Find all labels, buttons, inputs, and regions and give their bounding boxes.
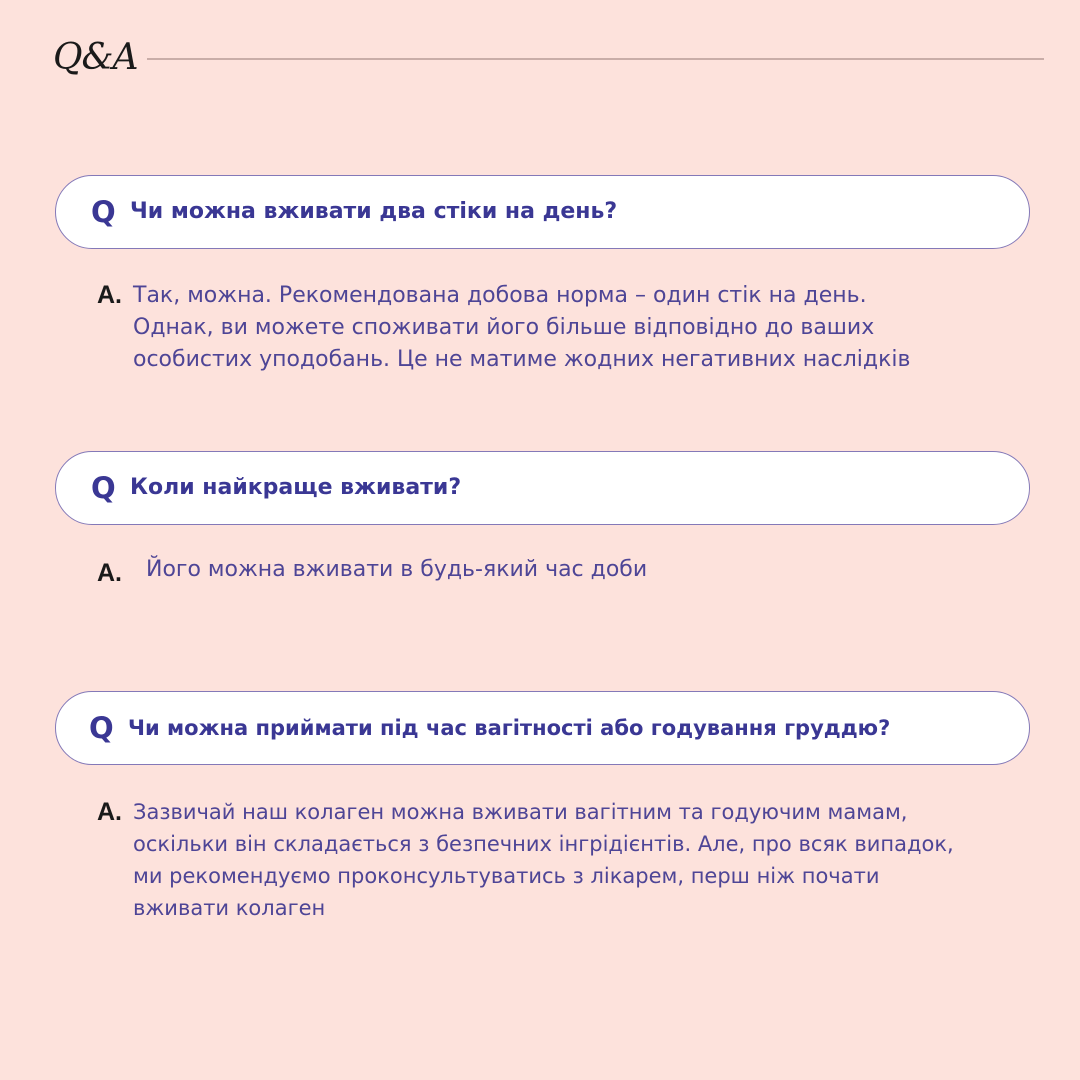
answer-2-line-1: Його можна вживати в будь-який час доби — [146, 557, 648, 582]
question-pill-3 — [55, 691, 1030, 765]
question-pill-2 — [55, 451, 1030, 525]
answer-1-line-1: Так, можна. Рекомендована добова норма – один стік на день. — [133, 283, 867, 308]
answer-mark-2: A. — [97, 559, 122, 587]
question-mark-3: Q — [89, 711, 114, 745]
header-divider — [147, 58, 1044, 60]
answer-text-3 — [133, 796, 1073, 924]
answer-1-line-3: особистих уподобань. Це не матиме жодних негативних наслідків — [133, 347, 911, 372]
answer-text-1 — [133, 280, 911, 376]
question-text-3: Чи можна приймати під час вагітності або годування груддю? — [128, 716, 891, 740]
answer-3-line-3: ми рекомендуємо проконсультуватись з лікарем, перш ніж почати — [133, 864, 880, 888]
answer-text-2 — [146, 554, 647, 586]
question-mark-1: Q — [91, 195, 116, 229]
answer-3-line-4: вживати колаген — [133, 896, 326, 920]
question-mark-2: Q — [91, 471, 116, 505]
answer-mark-3: A. — [97, 798, 122, 826]
question-text-2: Коли найкраще вживати? — [130, 475, 462, 500]
question-pill-1 — [55, 175, 1030, 249]
answer-3-line-1: Зазвичай наш колаген можна вживати вагітним та годуючим мамам, — [133, 800, 908, 824]
qa-title: Q&A — [53, 37, 138, 78]
answer-1-line-2: Однак, ви можете споживати його більше відповідно до ваших — [133, 315, 875, 340]
answer-3-line-2: оскільки він складається з безпечних інгрідієнтів. Але, про всяк випадок, — [133, 832, 954, 856]
header — [0, 0, 1080, 100]
question-text-1: Чи можна вживати два стіки на день? — [130, 199, 618, 224]
answer-mark-1: A. — [97, 281, 122, 309]
